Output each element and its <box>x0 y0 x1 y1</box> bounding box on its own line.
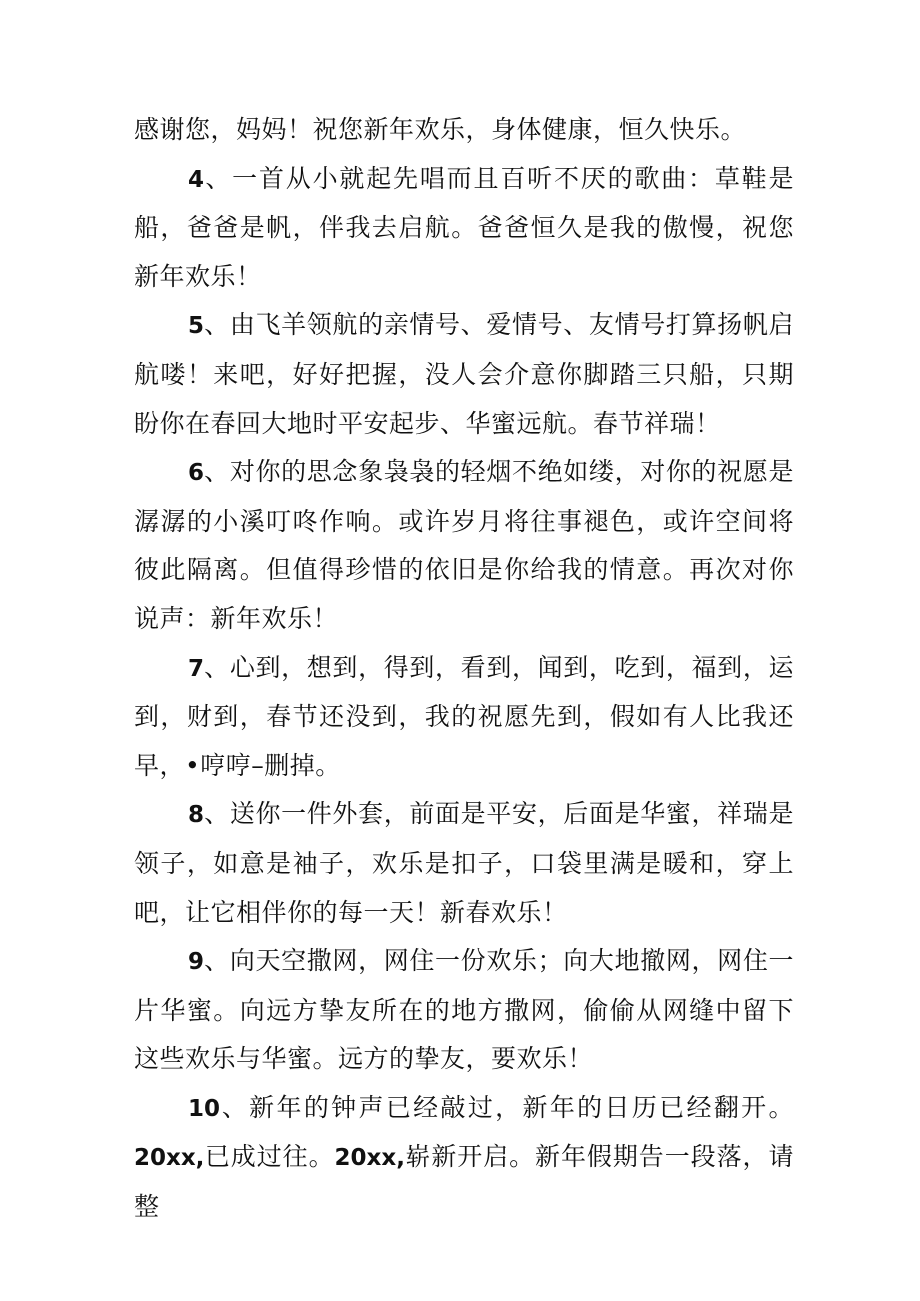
paragraph-text: 、一首从小就起先唱而且百听不厌的歌曲：草鞋是船，爸爸是帆，伴我去启航。爸爸恒久是我的傲慢，祝您新年欢乐！ <box>134 163 794 291</box>
paragraph-text: 、向天空撒网，网住一份欢乐；向大地撤网，网住一片华蜜。向远方挚友所在的地方撒网，偷偷从网缝中留下这些欢乐与华蜜。远方的挚友，要欢乐！ <box>134 946 794 1074</box>
paragraph-3-tail <box>134 106 794 155</box>
paragraph-10 <box>134 1084 794 1232</box>
paragraph-number: 5 <box>188 313 205 340</box>
paragraph-text: 、心到，想到，得到，看到，闻到，吃到，福到，运到，财到，春节还没到，我的祝愿先到，假如有人比我还早，•哼哼–删掉。 <box>134 652 794 780</box>
paragraph-6 <box>134 448 794 643</box>
paragraph-4 <box>134 155 794 302</box>
paragraph-number: 8 <box>188 802 205 829</box>
document-page <box>134 106 794 1232</box>
paragraph-8 <box>134 790 794 937</box>
paragraph-text: 、送你一件外套，前面是平安，后面是华蜜，祥瑞是领子，如意是袖子，欢乐是扣子，口袋里满是暖和，穿上吧，让它相伴你的每一天！新春欢乐！ <box>134 799 794 927</box>
year-label: 20xx, <box>134 1145 205 1172</box>
paragraph-number: 7 <box>188 655 205 682</box>
paragraph-text: 已成过往。 <box>204 1142 335 1172</box>
year-label: 20xx, <box>334 1145 405 1172</box>
paragraph-text: 、由飞羊领航的亲情号、爱情号、友情号打算扬帆启航喽！来吧，好好把握，没人会介意你脚踏三只船，只期盼你在春回大地时平安起步、华蜜远航。春节祥瑞！ <box>134 310 794 438</box>
paragraph-text: 崭新开启。新年假期告一段落，请整 <box>134 1142 794 1222</box>
paragraph-7 <box>134 644 794 791</box>
paragraph-text: 、新年的钟声已经敲过，新年的日历已经翻开。 <box>220 1092 794 1122</box>
paragraph-number: 4 <box>188 166 205 193</box>
paragraph-number: 9 <box>188 949 205 976</box>
paragraph-text: 、对你的思念象袅袅的轻烟不绝如缕，对你的祝愿是潺潺的小溪叮咚作响。或许岁月将往事褪色，或许空间将彼此隔离。但值得珍惜的依旧是你给我的情意。再次对你说声：新年欢乐！ <box>134 457 794 633</box>
paragraph-text: 感谢您，妈妈！祝您新年欢乐，身体健康，恒久快乐。 <box>134 115 747 144</box>
paragraph-number: 10 <box>188 1095 221 1122</box>
paragraph-number: 6 <box>188 460 205 487</box>
paragraph-5 <box>134 301 794 448</box>
paragraph-9 <box>134 937 794 1084</box>
